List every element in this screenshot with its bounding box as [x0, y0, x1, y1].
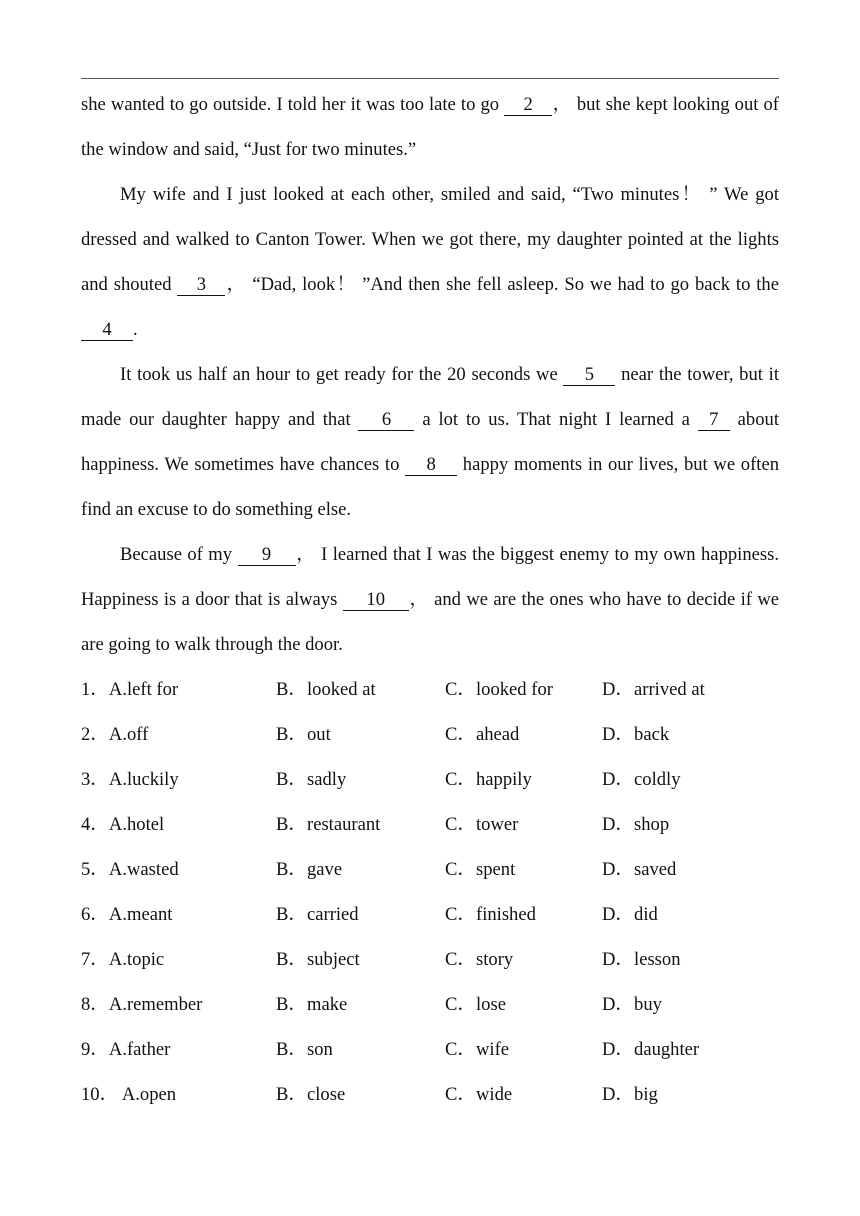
option-c: C．ahead [445, 724, 520, 745]
question-number: 5． [81, 859, 109, 880]
option-row-5 [81, 847, 779, 892]
passage-text: It took us half an hour to get ready for the 20 seconds we [120, 364, 564, 385]
answer-blank-10: 10 [343, 590, 409, 611]
option-a-text: A.left for [108, 679, 179, 700]
option-row-8 [81, 982, 779, 1027]
option-c: C．story [445, 949, 514, 970]
question-number: 1． [81, 679, 109, 700]
option-c: C．spent [445, 859, 516, 880]
option-b: B．sadly [276, 769, 347, 790]
question-number: 6． [81, 904, 109, 925]
option-a [81, 1072, 176, 1117]
passage-text: My wife and I just looked at each other, smiled and said, “Two minutes！ ” We got dressed and walked to Canton Tower. When we got there, my daughter pointed at the lights and shouted [81, 184, 779, 295]
option-d: D．lesson [602, 949, 681, 970]
option-a [81, 892, 172, 937]
passage-text: ， I learned that I was the biggest enemy to my own happiness. Happiness is a door that is always [81, 544, 779, 610]
question-number: 8． [81, 994, 109, 1015]
answer-blank-7: 7 [698, 410, 730, 431]
option-b: B．son [276, 1039, 333, 1060]
option-b: B．out [276, 724, 331, 745]
question-number: 3． [81, 769, 109, 790]
option-row-1 [81, 667, 779, 712]
option-a [81, 667, 178, 712]
answer-blank-2: 2 [504, 95, 552, 116]
header-rule [81, 78, 779, 79]
option-a [81, 802, 164, 847]
option-b: B．subject [276, 949, 360, 970]
option-a [81, 937, 164, 982]
option-a-text: A.wasted [108, 859, 179, 880]
passage-text: ， but she kept looking out of the window and said, “Just for two minutes.” [81, 94, 780, 160]
option-a-text: A.off [108, 724, 149, 745]
question-number: 9． [81, 1039, 109, 1060]
question-number: 7． [81, 949, 109, 970]
answer-blank-6: 6 [358, 410, 414, 431]
option-row-9 [81, 1027, 779, 1072]
option-d: D．arrived at [602, 679, 705, 700]
passage-text: she wanted to go outside. I told her it was too late to go [81, 94, 505, 115]
option-c: C．lose [445, 994, 506, 1015]
option-row-2 [81, 712, 779, 757]
option-a-text: A.father [108, 1039, 171, 1060]
option-b: B．looked at [276, 679, 376, 700]
option-a [81, 847, 179, 892]
options-list [81, 667, 779, 1117]
passage-text: . [133, 319, 138, 340]
option-a [81, 1027, 170, 1072]
option-d: D．shop [602, 814, 670, 835]
passage-paragraph-4 [81, 532, 779, 667]
option-c: C．finished [445, 904, 536, 925]
question-number: 4． [81, 814, 109, 835]
option-b: B．gave [276, 859, 343, 880]
option-b: B．close [276, 1084, 346, 1105]
passage-paragraph-1 [81, 82, 779, 172]
passage-text: a lot to us. That night I learned a [414, 409, 698, 430]
option-d: D．did [602, 904, 658, 925]
option-a-text: A.remember [108, 994, 203, 1015]
option-d: D．big [602, 1084, 658, 1105]
option-b: B．make [276, 994, 348, 1015]
passage-paragraph-2 [81, 172, 779, 352]
option-a [81, 757, 179, 802]
passage-paragraph-3 [81, 352, 779, 532]
option-d: D．daughter [602, 1039, 700, 1060]
option-a-text: A.meant [108, 904, 173, 925]
passage-text: happy moments in our lives, but we often find an excuse to do something else. [81, 454, 779, 520]
option-a-text: A.open [118, 1084, 177, 1105]
option-a [81, 982, 202, 1027]
answer-blank-3: 3 [177, 275, 225, 296]
passage-text: Because of my [120, 544, 238, 565]
passage-text: about happiness. We sometimes have chances to [81, 409, 779, 475]
option-d: D．back [602, 724, 670, 745]
answer-blank-5: 5 [563, 365, 615, 386]
option-c: C．wide [445, 1084, 513, 1105]
option-c: C．wife [445, 1039, 510, 1060]
option-c: C．tower [445, 814, 519, 835]
option-a [81, 712, 148, 757]
answer-blank-8: 8 [405, 455, 457, 476]
question-number: 10． [81, 1084, 119, 1105]
option-b: B．restaurant [276, 814, 381, 835]
answer-blank-4: 4 [81, 320, 133, 341]
passage-text: ， “Dad, look！ ”And then she fell asleep. So we had to go back to the [225, 274, 779, 295]
option-b: B．carried [276, 904, 359, 925]
option-d: D．saved [602, 859, 677, 880]
option-a-text: A.luckily [108, 769, 179, 790]
option-a-text: A.hotel [108, 814, 165, 835]
cloze-exercise [81, 82, 779, 1117]
option-c: C．looked for [445, 679, 553, 700]
option-c: C．happily [445, 769, 532, 790]
option-a-text: A.topic [108, 949, 165, 970]
answer-blank-9: 9 [238, 545, 296, 566]
option-d: D．coldly [602, 769, 681, 790]
question-number: 2． [81, 724, 109, 745]
option-row-3 [81, 757, 779, 802]
passage-text: near the tower, but it made our daughter happy and that [81, 364, 779, 430]
option-d: D．buy [602, 994, 662, 1015]
option-row-7 [81, 937, 779, 982]
passage-text: ， and we are the ones who have to decide if we are going to walk through the door. [81, 589, 780, 655]
option-row-10 [81, 1072, 779, 1117]
option-row-6 [81, 892, 779, 937]
option-row-4 [81, 802, 779, 847]
